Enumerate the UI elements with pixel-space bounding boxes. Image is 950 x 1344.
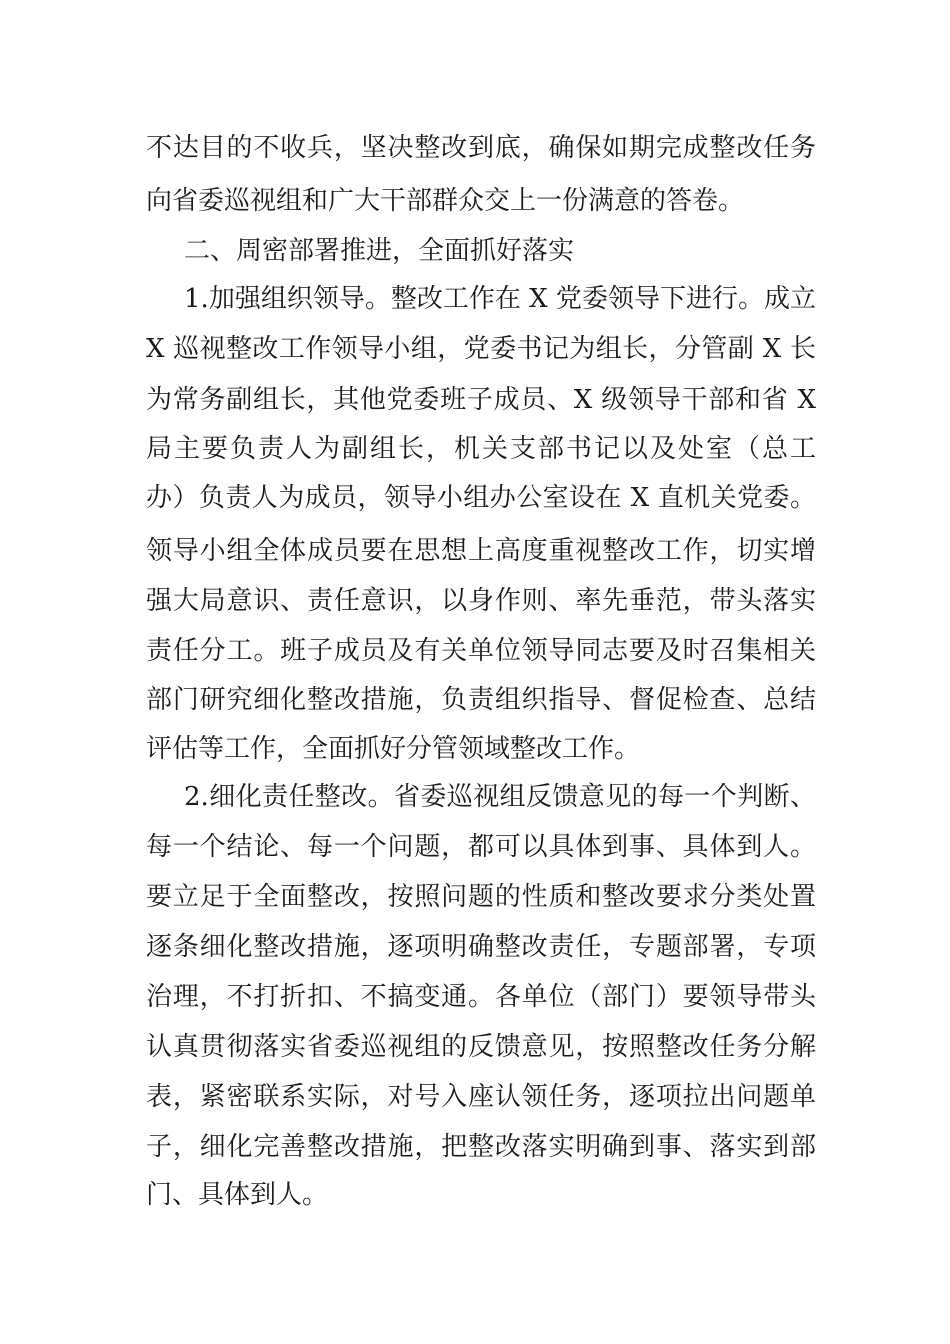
paragraph-first-line: 1.加强组织领导。整改工作在 X 党委领导下进行。成立 xyxy=(184,284,816,314)
text-line: 不达目的不收兵，坚决整改到底，确保如期完成整改任务 xyxy=(146,133,816,163)
text-line: 向省委巡视组和广大干部群众交上一份满意的答卷。 xyxy=(146,186,745,216)
paragraph-first-line: 2.细化责任整改。省委巡视组反馈意见的每一个判断、 xyxy=(184,782,816,812)
text-line: 每一个结论、每一个问题，都可以具体到事、具体到人。 xyxy=(146,832,816,862)
text-line: 治理，不打折扣、不搞变通。各单位（部门）要领导带头 xyxy=(146,982,816,1012)
text-line: 责任分工。班子成员及有关单位领导同志要及时召集相关 xyxy=(146,636,816,666)
text-line: 认真贯彻落实省委巡视组的反馈意见，按照整改任务分解 xyxy=(146,1032,816,1062)
text-line: 为常务副组长，其他党委班子成员、X 级领导干部和省 X xyxy=(146,385,816,415)
text-line: 领导小组全体成员要在思想上高度重视整改工作，切实增 xyxy=(146,536,816,566)
text-line: 办）负责人为成员，领导小组办公室设在 X 直机关党委。 xyxy=(146,483,816,513)
text-line: X 巡视整改工作领导小组，党委书记为组长，分管副 X 长 xyxy=(146,334,816,364)
text-line: 评估等工作，全面抓好分管领域整改工作。 xyxy=(146,734,641,764)
text-line: 门、具体到人。 xyxy=(146,1180,329,1210)
text-line: 逐条细化整改措施，逐项明确整改责任，专题部署，专项 xyxy=(146,932,816,962)
text-line: 部门研究细化整改措施，负责组织指导、督促检查、总结 xyxy=(146,685,816,715)
section-heading: 二、周密部署推进，全面抓好落实 xyxy=(184,236,575,266)
text-line: 要立足于全面整改，按照问题的性质和整改要求分类处置 xyxy=(146,882,816,912)
text-line: 子，细化完善整改措施，把整改落实明确到事、落实到部 xyxy=(146,1132,816,1162)
text-line: 局主要负责人为副组长，机关支部书记以及处室（总工 xyxy=(146,434,816,464)
text-line: 表，紧密联系实际，对号入座认领任务，逐项拉出问题单 xyxy=(146,1082,816,1112)
text-line: 强大局意识、责任意识，以身作则、率先垂范，带头落实 xyxy=(146,586,816,616)
